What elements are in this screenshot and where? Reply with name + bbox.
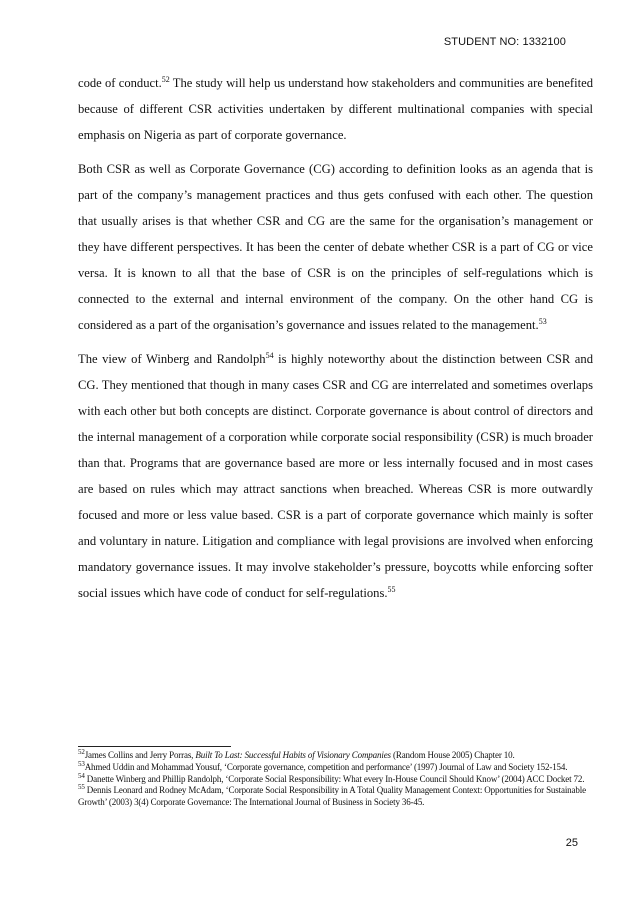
- paragraph-1-text-a: code of conduct.: [78, 76, 162, 90]
- footnote-book-title: Built To Last: Successful Habits of Visionary Companies: [195, 750, 391, 760]
- footnote-text: Danette Winberg and Phillip Randolph, ‘Corporate Social Responsibility: What every In-House Council Should Know’ (2004) ACC Docket 72.: [84, 773, 585, 784]
- paragraph-1-text-b: The study will help us understand how stakeholders and communities are benefited because of different CSR activities undertaken by different multinational companies with special emphasis on Nigeria as part of corporate governance.: [78, 76, 594, 142]
- footnote-divider: [78, 746, 231, 747]
- footnote-number: 55: [78, 783, 85, 792]
- paragraph-3: [78, 346, 593, 606]
- footnote-ref-53[interactable]: 53: [538, 316, 547, 326]
- main-text: [78, 70, 593, 614]
- footnote-text: James Collins and Jerry Porras,: [84, 750, 196, 760]
- footnote-52: [78, 750, 596, 762]
- paragraph-2: [78, 156, 593, 338]
- paragraph-2-text: Both CSR as well as Corporate Governance (CG) according to definition looks as an agenda that is part of the company’s management practices and thus gets confused with each other. The question that usually arises is that whether CSR and CG are the same for the organisation’s management or they have different perspectives. It has been the center of debate whether CSR is a part of CG or vice versa. It is known to all that the base of CSR is on the principles of self-regulations which is connected to the external and internal environment of the company. On the other hand CG is considered as a part of the organisation’s governance and issues related to the management.: [78, 162, 593, 332]
- footnote-ref-55[interactable]: 55: [387, 584, 396, 594]
- paragraph-3-text-a: The view of Winberg and Randolph: [78, 352, 266, 366]
- footnote-53: [78, 759, 596, 774]
- footnote-ref-52[interactable]: 52: [161, 74, 170, 84]
- footnote-number: 53: [78, 759, 85, 768]
- page-number: 25: [565, 837, 578, 849]
- student-number-header: STUDENT NO: 1332100: [443, 36, 566, 48]
- footnote-text: Ahmed Uddin and Mohammad Yousuf, ‘Corporate governance, competition and performance’ (1997) Journal of Law and Society 152-154.: [84, 761, 568, 772]
- footnote-55: [78, 785, 596, 809]
- paragraph-1: [78, 70, 593, 148]
- footnote-text: (Random House 2005) Chapter 10.: [390, 750, 515, 760]
- footnotes: [78, 750, 596, 809]
- footnote-54: [78, 771, 596, 786]
- footnote-number: 52: [78, 748, 85, 756]
- footnote-number: 54: [78, 771, 85, 780]
- paragraph-3-text-b: is highly noteworthy about the distinction between CSR and CG. They mentioned that though in many cases CSR and CG are interrelated and sometimes overlaps with each other but both concepts are distinct. Corporate governance is about control of directors and the internal management of a corporation while corporate social responsibility (CSR) is much broader than that. Programs that are governance based are more or less internally focused and in most cases are based on rules which may attract sanctions when breached. Whereas CSR is more outwardly focused and more or less value based. CSR is a part of corporate governance which mainly is softer and voluntary in nature. Litigation and compliance with legal provisions are involved when enforcing mandatory governance issues. It may involve stakeholder’s pressure, boycotts while enforcing softer social issues which have code of conduct for self-regulations.: [78, 352, 593, 600]
- footnote-ref-54[interactable]: 54: [265, 350, 274, 360]
- footnote-text: Dennis Leonard and Rodney McAdam, ‘Corporate Social Responsibility in A Total Quality Management Context: Opportunities for Sustainable Growth’ (2003) 3(4) Corporate Governance: The International Journal of Business in Society 36-45.: [78, 785, 586, 808]
